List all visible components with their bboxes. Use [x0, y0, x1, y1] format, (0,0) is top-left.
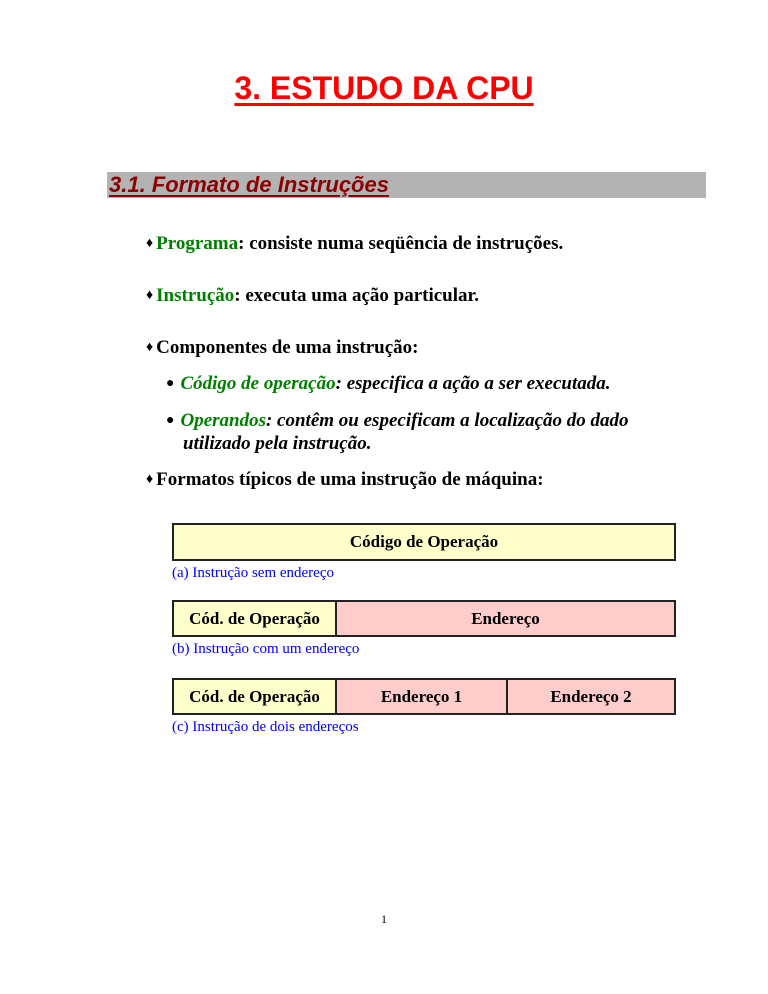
page-title — [0, 70, 768, 107]
diamond-bullet-icon: ♦ — [146, 472, 154, 487]
format-c-box — [172, 678, 676, 715]
diamond-bullet-icon: ♦ — [146, 340, 154, 355]
dot-bullet-icon: ● — [166, 376, 175, 391]
bullet-text: : executa uma ação particular. — [234, 285, 479, 306]
caption-b: (b) Instrução com um endereço — [172, 641, 360, 657]
term-instrucao: Instrução — [156, 285, 235, 306]
bullet-text: : consiste numa seqüência de instruções. — [238, 233, 564, 254]
bullet-formatos — [146, 469, 544, 491]
address-field: Endereço — [337, 602, 674, 635]
address-1-field: Endereço 1 — [337, 680, 508, 713]
address-2-field: Endereço 2 — [508, 680, 674, 713]
opcode-field: Cód. de Operação — [174, 680, 337, 713]
page-title-text: 3. ESTUDO DA CPU — [234, 70, 534, 106]
format-b-box — [172, 600, 676, 637]
term-operandos: Operandos — [180, 410, 266, 431]
bullet-text: Componentes de uma instrução: — [156, 337, 419, 358]
diamond-bullet-icon: ♦ — [146, 236, 154, 251]
section-heading-bar — [107, 172, 706, 198]
diamond-bullet-icon: ♦ — [146, 288, 154, 303]
opcode-field: Cód. de Operação — [174, 602, 337, 635]
term-programa: Programa — [156, 233, 239, 254]
caption-c: (c) Instrução de dois endereços — [172, 719, 359, 735]
sub-bullet-operandos — [166, 410, 629, 432]
term-codigo-operacao: Código de operação — [180, 373, 336, 394]
bullet-text: Formatos típicos de uma instrução de máquina: — [156, 469, 544, 490]
dot-bullet-icon: ● — [166, 413, 175, 428]
sub-bullet-text: : especifica a ação a ser executada. — [335, 373, 611, 394]
opcode-field: Código de Operação — [174, 525, 674, 559]
section-heading: 3.1. Formato de Instruções — [109, 172, 389, 197]
bullet-componentes — [146, 337, 418, 359]
bullet-instrucao — [146, 285, 479, 307]
page-number: 1 — [381, 912, 387, 926]
format-a-box — [172, 523, 676, 561]
caption-a: (a) Instrução sem endereço — [172, 565, 334, 581]
sub-bullet-text: : contêm ou especificam a localização do dado — [265, 410, 629, 431]
bullet-programa — [146, 233, 563, 255]
sub-bullet-codigo — [166, 373, 611, 395]
sub-bullet-continuation: utilizado pela instrução. — [183, 433, 372, 454]
